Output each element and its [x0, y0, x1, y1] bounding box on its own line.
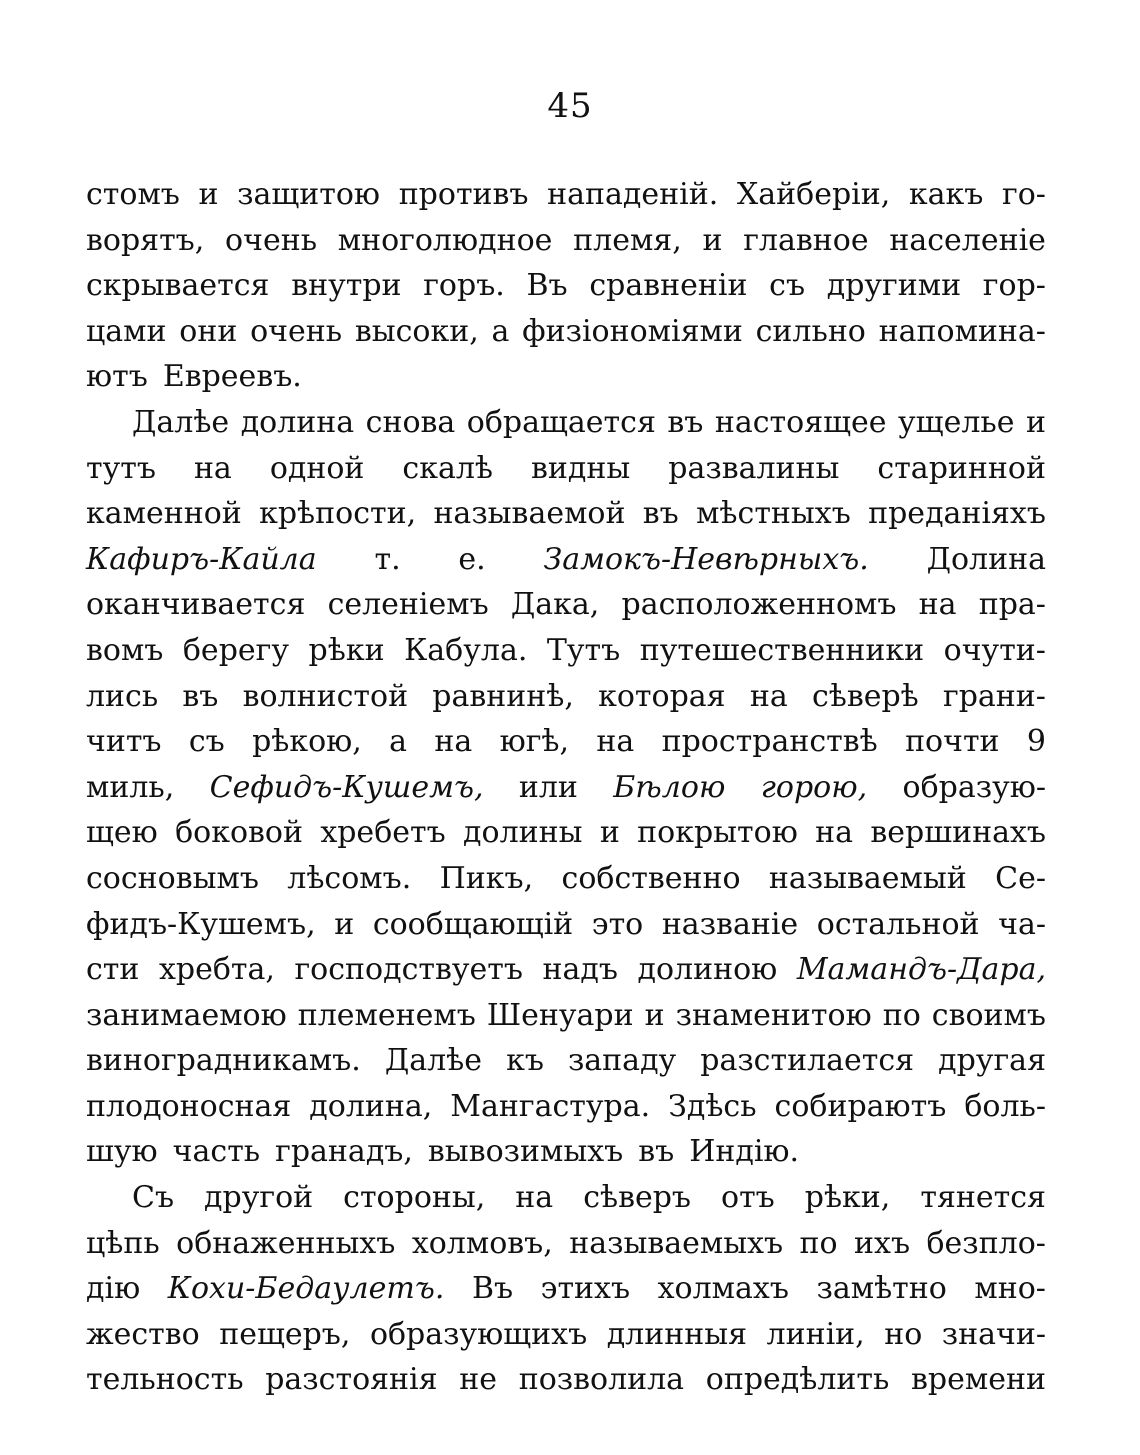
- word: щею: [86, 815, 158, 851]
- word: рѣки: [308, 632, 385, 668]
- word: населеніе: [889, 222, 1046, 258]
- word: тутъ: [86, 450, 156, 486]
- word: боль-: [964, 1088, 1046, 1124]
- word: Евреевъ.: [162, 359, 302, 395]
- word: грани-: [943, 678, 1046, 714]
- text-line: [86, 491, 1046, 537]
- word: другой: [204, 1180, 314, 1216]
- word: Хайберіи,: [736, 177, 891, 212]
- word: берегу: [182, 632, 290, 668]
- word: вершинахъ: [870, 815, 1046, 851]
- word: сѣверъ: [583, 1180, 692, 1216]
- word: холмахъ: [657, 1271, 789, 1307]
- word: скалѣ: [402, 450, 494, 486]
- word: это: [591, 906, 644, 942]
- word: по: [799, 1225, 838, 1261]
- text-line: [86, 719, 1046, 765]
- word: значи-: [941, 1316, 1046, 1352]
- word: волнистой: [242, 678, 409, 714]
- text-line: [86, 628, 1046, 674]
- word: сти: [86, 952, 140, 988]
- word: и: [702, 222, 723, 258]
- word: Далѣе: [384, 1043, 483, 1079]
- word: многолюдное: [337, 222, 553, 258]
- word: противъ: [398, 177, 529, 212]
- word: Здѣсь: [668, 1088, 757, 1124]
- word: ча-: [998, 906, 1046, 942]
- word: ютъ: [86, 359, 148, 395]
- word: миль,: [86, 769, 175, 805]
- word: называемыхъ: [569, 1225, 784, 1261]
- text-line: [86, 765, 1046, 811]
- word: Въ: [471, 1271, 514, 1307]
- word: цѣпь: [86, 1225, 160, 1261]
- word: лѣсомъ.: [287, 860, 412, 896]
- text-line: [86, 1084, 1046, 1130]
- word: Кохи-Бедаулетъ.: [167, 1271, 445, 1307]
- text-line: [86, 582, 1046, 628]
- word: которая: [598, 678, 726, 714]
- word: и: [599, 815, 620, 851]
- word: Бѣлою: [613, 769, 726, 805]
- word: Тутъ: [546, 632, 621, 668]
- word: защитою: [237, 177, 381, 212]
- text-line: [86, 810, 1046, 856]
- word: времени: [911, 1362, 1046, 1398]
- word: называемый: [768, 860, 967, 896]
- word: плодоносная: [86, 1088, 292, 1124]
- word: мно-: [974, 1271, 1046, 1307]
- word: стороны,: [343, 1180, 486, 1216]
- word: сильно: [755, 313, 866, 349]
- word: пра-: [978, 587, 1046, 623]
- word: горою,: [760, 769, 868, 805]
- page-number: 45: [547, 86, 593, 126]
- word: цами: [86, 313, 167, 349]
- text-line: [86, 309, 1046, 355]
- word: настоящее: [714, 404, 887, 440]
- word: Шенуари: [486, 997, 634, 1033]
- text-line: [86, 993, 1046, 1039]
- word: очень: [250, 313, 343, 349]
- word: покрытою: [637, 815, 798, 851]
- word: рѣки,: [804, 1180, 891, 1216]
- word: тянется: [920, 1180, 1046, 1216]
- word: старинной: [877, 450, 1046, 486]
- text-line: [86, 1266, 1046, 1312]
- word: съ: [769, 268, 806, 304]
- text-line: [86, 1129, 1046, 1175]
- word: Се-: [995, 860, 1046, 896]
- word: гор-: [982, 268, 1046, 304]
- word: гранадъ,: [275, 1134, 413, 1170]
- word: го-: [1002, 177, 1046, 212]
- word: Кафиръ-Кайла: [86, 541, 317, 577]
- word: позволила: [518, 1362, 685, 1398]
- word: ворятъ,: [86, 222, 205, 258]
- word: расположенномъ: [621, 587, 897, 623]
- word: обращается: [466, 404, 656, 440]
- word: опредѣлить: [705, 1362, 890, 1398]
- word: мѣстныхъ: [696, 496, 851, 532]
- text-line: [86, 400, 1046, 446]
- word: въ: [182, 678, 219, 714]
- text-line: [86, 674, 1046, 720]
- word: скрывается: [86, 268, 270, 304]
- word: главное: [743, 222, 869, 258]
- text-line: [86, 947, 1046, 993]
- word: на: [193, 450, 232, 486]
- word: племя,: [573, 222, 682, 258]
- word: Долина: [926, 541, 1046, 577]
- word: Въ: [526, 268, 568, 304]
- word: образующихъ: [369, 1316, 588, 1352]
- text-line: [86, 354, 1046, 400]
- word: другая: [938, 1043, 1046, 1079]
- word: Сефидъ-Кушемъ,: [209, 769, 484, 805]
- word: сѣверѣ: [811, 678, 919, 714]
- word: въ: [667, 404, 704, 440]
- word: 9: [1026, 724, 1046, 760]
- text-line: [86, 902, 1046, 948]
- word: лись: [86, 678, 159, 714]
- word: хребетъ: [320, 815, 446, 851]
- word: на: [815, 815, 854, 851]
- word: другими: [826, 268, 962, 304]
- word: своимъ: [931, 997, 1046, 1033]
- word: и: [1025, 404, 1046, 440]
- word: вомъ: [86, 632, 164, 668]
- word: на: [515, 1180, 554, 1216]
- word: жество: [86, 1316, 200, 1352]
- word: югѣ,: [499, 724, 570, 760]
- word: но: [884, 1316, 923, 1352]
- word: Кабула.: [404, 632, 528, 668]
- word: этихъ: [540, 1271, 631, 1307]
- word: безпло-: [926, 1225, 1046, 1261]
- word: линіи,: [766, 1316, 865, 1352]
- word: Замокъ-Невѣрныхъ.: [543, 541, 869, 577]
- word: образую-: [902, 769, 1046, 805]
- word: горъ.: [423, 268, 505, 304]
- word: снова: [365, 404, 456, 440]
- word: надъ: [542, 952, 618, 988]
- word: и: [334, 906, 355, 942]
- word: они: [179, 313, 238, 349]
- word: высоки,: [354, 313, 479, 349]
- word: знаменитою: [675, 997, 872, 1033]
- word: называемой: [433, 496, 626, 532]
- word: разстилается: [700, 1043, 915, 1079]
- word: пространствѣ: [661, 724, 878, 760]
- text-line: [86, 1312, 1046, 1358]
- word: сравненіи: [589, 268, 748, 304]
- word: очути-: [943, 632, 1046, 668]
- word: оканчивается: [86, 587, 306, 623]
- word: Съ: [132, 1180, 175, 1216]
- word: почти: [905, 724, 1000, 760]
- word: боковой: [175, 815, 303, 851]
- word: Индію.: [689, 1134, 800, 1170]
- word: замѣтно: [816, 1271, 947, 1307]
- word: а: [491, 313, 510, 349]
- word: вывозимыхъ: [427, 1134, 624, 1170]
- text-line: [86, 1038, 1046, 1084]
- text-line: [86, 537, 1046, 583]
- word: фидъ-Кушемъ,: [86, 906, 316, 942]
- word: и: [198, 177, 219, 212]
- word: ихъ: [854, 1225, 911, 1261]
- text-line: [86, 446, 1046, 492]
- word: развалины: [668, 450, 840, 486]
- word: въ: [638, 1134, 675, 1170]
- word: и: [644, 997, 665, 1033]
- word: на: [434, 724, 473, 760]
- word: собственно: [561, 860, 741, 896]
- word: рѣкою,: [252, 724, 362, 760]
- word: долины: [463, 815, 583, 851]
- word: Далѣе: [132, 404, 230, 440]
- body-text: [86, 172, 1046, 1403]
- text-line: [86, 263, 1046, 309]
- word: Дака,: [510, 587, 600, 623]
- word: остальной: [816, 906, 980, 942]
- word: Мангастура.: [450, 1088, 651, 1124]
- word: на: [749, 678, 788, 714]
- word: Пикъ,: [439, 860, 534, 896]
- word: сообщающій: [372, 906, 574, 942]
- word: на: [596, 724, 635, 760]
- word: долина,: [309, 1088, 433, 1124]
- word: долиною: [637, 952, 778, 988]
- text-line: [86, 856, 1046, 902]
- word: разстоянія: [265, 1362, 438, 1398]
- word: не: [459, 1362, 498, 1398]
- text-line: [86, 1175, 1046, 1221]
- word: пещеръ,: [219, 1316, 351, 1352]
- word: внутри: [291, 268, 402, 304]
- word: каменной: [86, 496, 242, 532]
- word: хребта,: [158, 952, 275, 988]
- word: напомина-: [878, 313, 1046, 349]
- word: сосновымъ: [86, 860, 259, 896]
- word: крѣпости,: [259, 496, 417, 532]
- word: шую: [86, 1134, 158, 1170]
- word: читъ: [86, 724, 162, 760]
- word: по: [882, 997, 921, 1033]
- word: т.: [374, 541, 401, 577]
- word: дію: [86, 1271, 141, 1307]
- word: или: [518, 769, 578, 805]
- word: на: [918, 587, 957, 623]
- word: физіономіями: [522, 313, 743, 349]
- word: е.: [458, 541, 486, 577]
- text-line: [86, 218, 1046, 264]
- text-line: [86, 1357, 1046, 1403]
- word: а: [389, 724, 408, 760]
- word: тельность: [86, 1362, 244, 1398]
- word: занимаемою: [86, 997, 287, 1033]
- word: къ: [506, 1043, 544, 1079]
- word: нападеній.: [547, 177, 719, 212]
- word: съ: [188, 724, 225, 760]
- word: одной: [269, 450, 365, 486]
- word: селеніемъ: [327, 587, 489, 623]
- word: долина: [240, 404, 355, 440]
- word: какъ: [908, 177, 984, 212]
- text-line: [86, 172, 1046, 218]
- word: племенемъ: [297, 997, 476, 1033]
- word: виноградникамъ.: [86, 1043, 361, 1079]
- word: отъ: [721, 1180, 775, 1216]
- word: холмовъ,: [411, 1225, 553, 1261]
- word: въ: [642, 496, 679, 532]
- word: часть: [172, 1134, 261, 1170]
- word: ущелье: [898, 404, 1015, 440]
- word: западу: [567, 1043, 677, 1079]
- word: обнаженныхъ: [176, 1225, 396, 1261]
- word: собираютъ: [774, 1088, 947, 1124]
- word: стомъ: [86, 177, 180, 212]
- text-line: [86, 1221, 1046, 1267]
- word: господствуетъ: [294, 952, 523, 988]
- word: названіе: [661, 906, 799, 942]
- word: очень: [225, 222, 318, 258]
- word: путешественники: [639, 632, 925, 668]
- word: длинныя: [606, 1316, 748, 1352]
- word: преданіяхъ: [868, 496, 1046, 532]
- word: равнинѣ,: [432, 678, 574, 714]
- word: Мамандъ-Дара,: [796, 952, 1046, 988]
- word: видны: [531, 450, 631, 486]
